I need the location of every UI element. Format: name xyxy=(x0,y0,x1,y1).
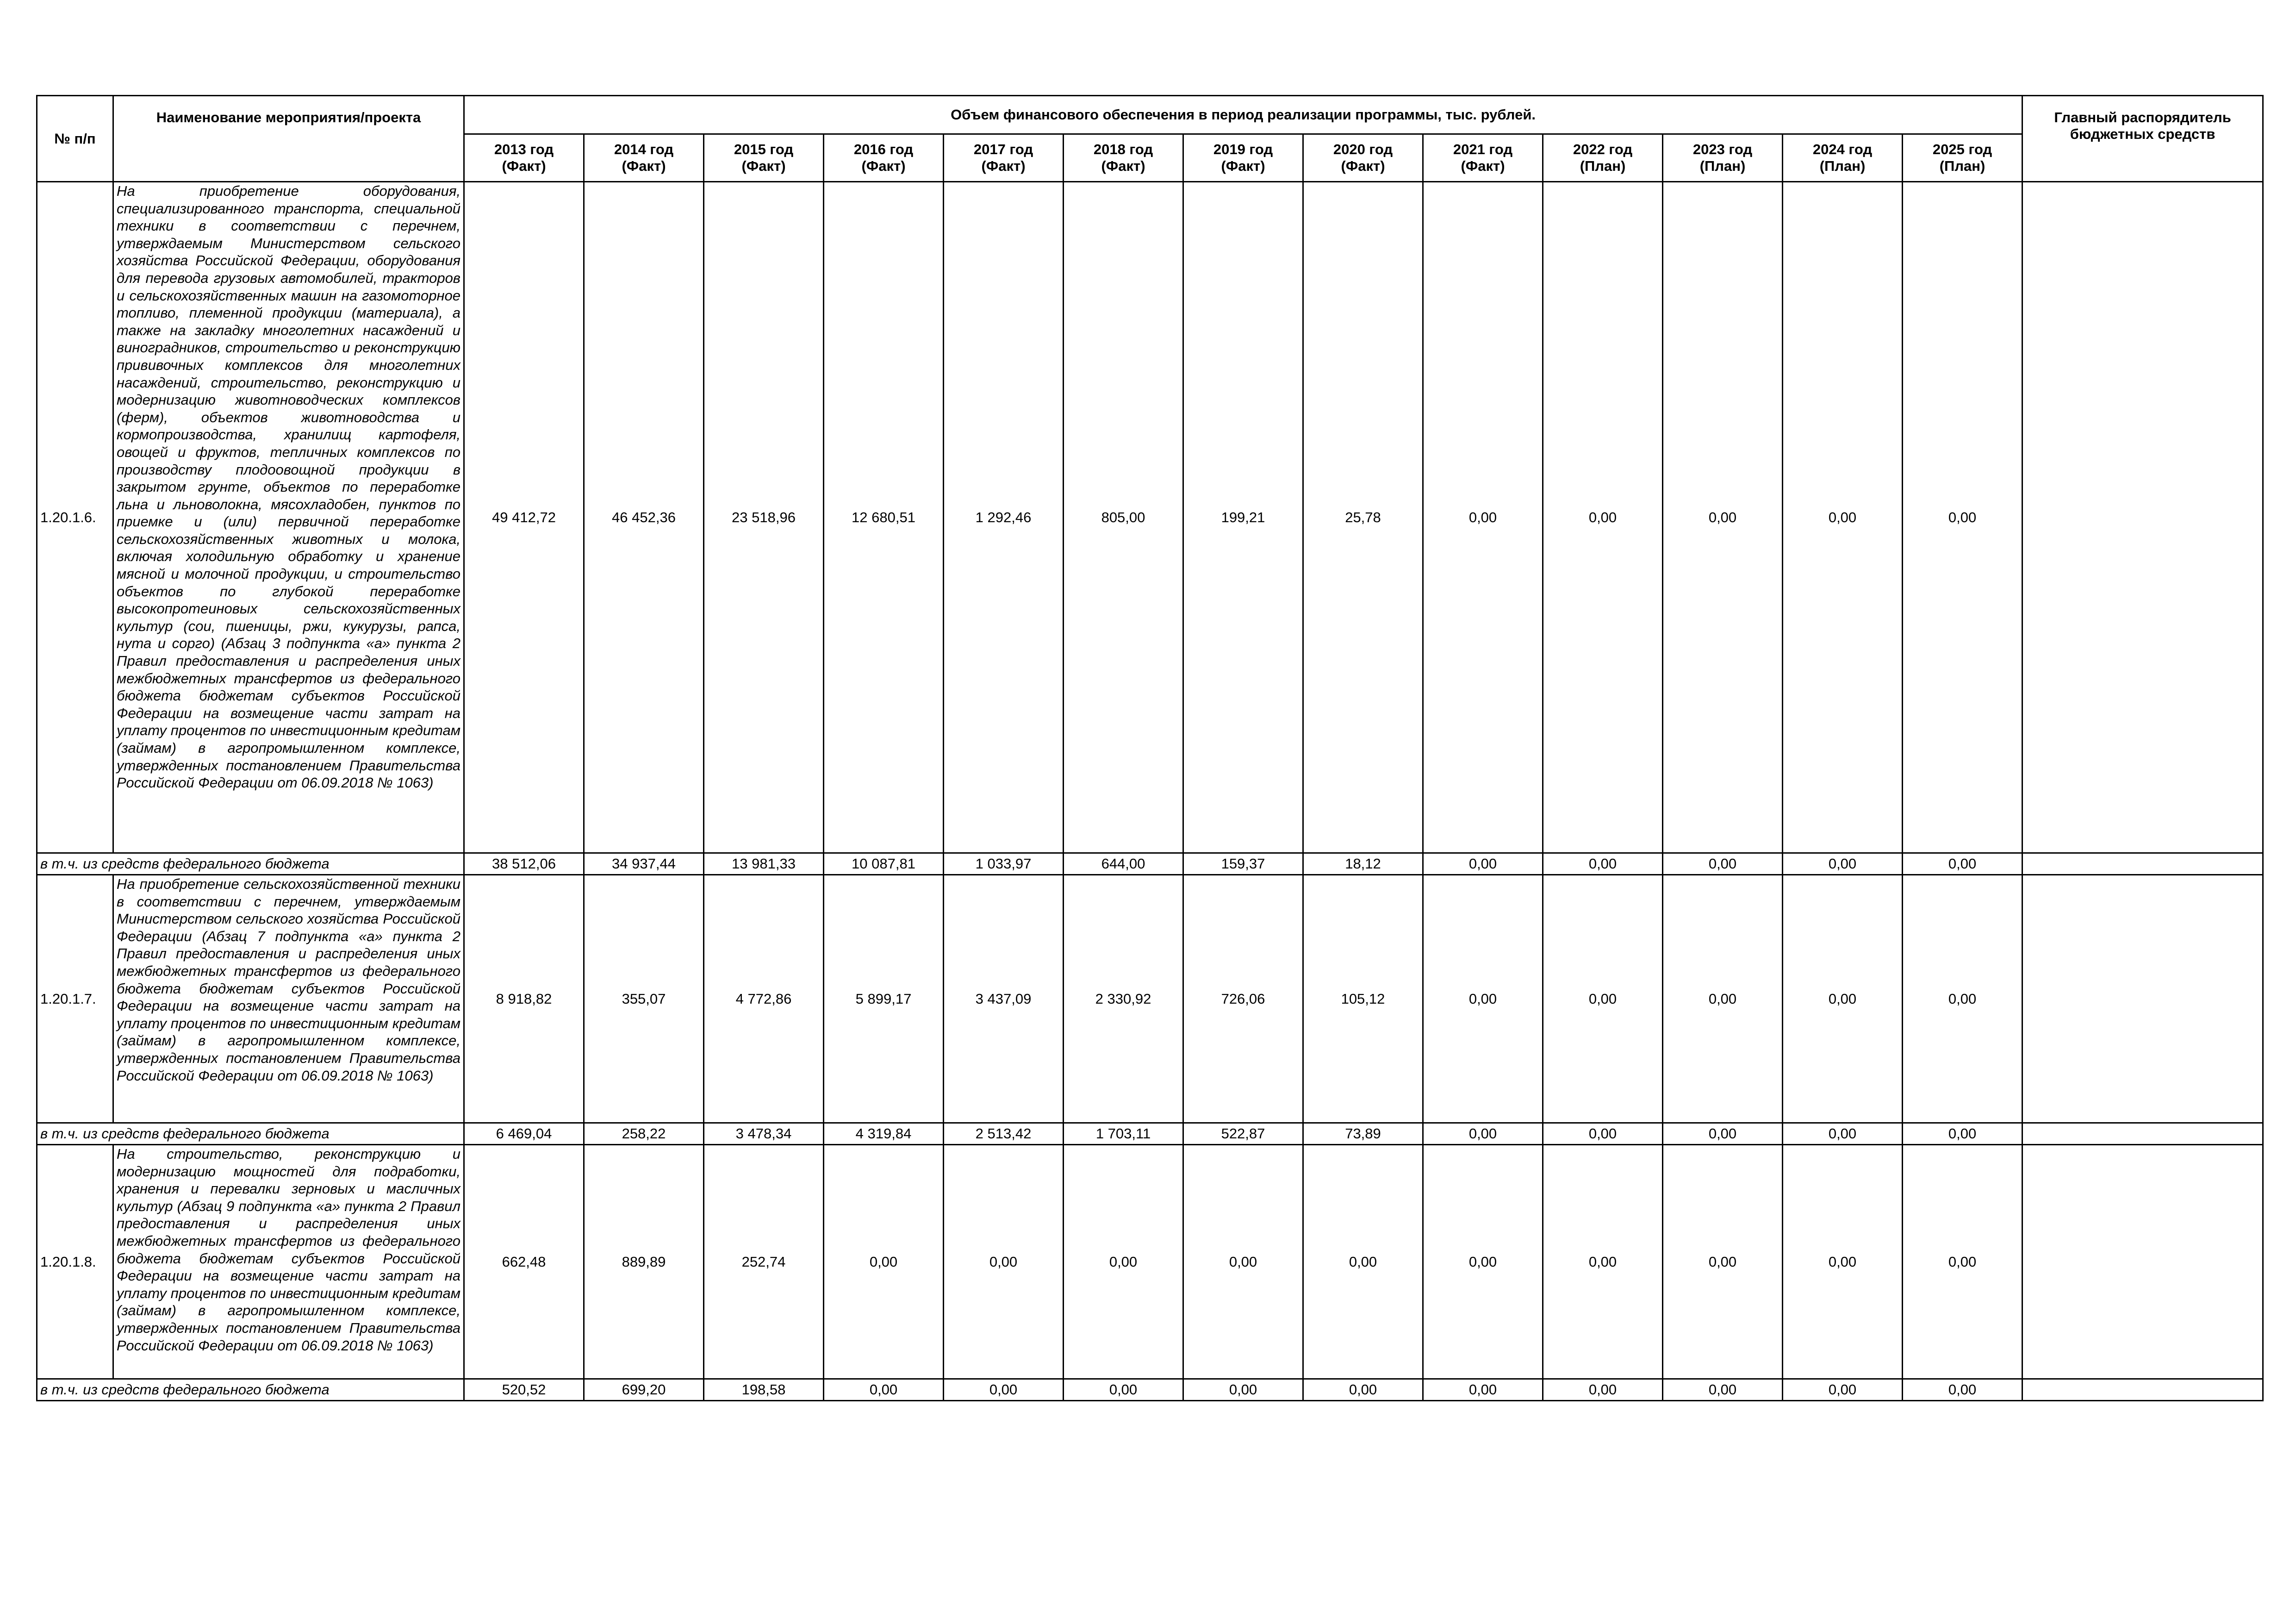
header-year-label: 2014 год xyxy=(614,141,674,157)
row-manager xyxy=(2022,1145,2263,1379)
row-value: 199,21 xyxy=(1183,182,1303,853)
header-year xyxy=(584,134,704,182)
header-year xyxy=(1183,134,1303,182)
header-year-label: 2015 год xyxy=(734,141,794,157)
subrow-manager xyxy=(2022,1123,2263,1145)
header-year xyxy=(704,134,824,182)
subrow-value: 0,00 xyxy=(1903,1379,2022,1401)
row-value: 0,00 xyxy=(1423,1145,1543,1379)
row-value: 0,00 xyxy=(1663,1145,1783,1379)
header-volume: Объем финансового обеспечения в период реализации программы, тыс. рублей. xyxy=(464,96,2022,134)
subrow-value: 0,00 xyxy=(1903,853,2022,875)
subrow-value: 522,87 xyxy=(1183,1123,1303,1145)
row-value: 726,06 xyxy=(1183,875,1303,1123)
header-year-type: (План) xyxy=(1699,158,1746,174)
row-value: 0,00 xyxy=(824,1145,944,1379)
row-value: 23 518,96 xyxy=(704,182,824,853)
row-value: 0,00 xyxy=(1783,1145,1903,1379)
subrow-value: 0,00 xyxy=(1783,853,1903,875)
financing-table xyxy=(36,95,2264,1401)
header-year xyxy=(1663,134,1783,182)
row-value: 12 680,51 xyxy=(824,182,944,853)
subrow-value: 0,00 xyxy=(1423,1123,1543,1145)
header-year-type: (Факт) xyxy=(1461,158,1505,174)
subrow-value: 0,00 xyxy=(1543,853,1663,875)
header-year-type: (Факт) xyxy=(1221,158,1265,174)
header-year xyxy=(944,134,1064,182)
header-year-type: (Факт) xyxy=(861,158,906,174)
header-year-type: (Факт) xyxy=(622,158,666,174)
row-value: 2 330,92 xyxy=(1064,875,1183,1123)
subrow-value: 1 033,97 xyxy=(944,853,1064,875)
subrow-value: 6 469,04 xyxy=(464,1123,584,1145)
row-description xyxy=(113,1145,464,1379)
row-value: 3 437,09 xyxy=(944,875,1064,1123)
row-value: 5 899,17 xyxy=(824,875,944,1123)
subrow-value: 0,00 xyxy=(1543,1379,1663,1401)
row-value: 0,00 xyxy=(1064,1145,1183,1379)
row-description xyxy=(113,875,464,1123)
header-year xyxy=(1903,134,2022,182)
table-row xyxy=(37,182,2263,853)
row-value: 0,00 xyxy=(1663,182,1783,853)
subrow-value: 159,37 xyxy=(1183,853,1303,875)
header-year-type: (План) xyxy=(1819,158,1866,174)
subrow-value: 520,52 xyxy=(464,1379,584,1401)
row-value: 0,00 xyxy=(1423,875,1543,1123)
table-row xyxy=(37,875,2263,1123)
row-value: 0,00 xyxy=(1783,875,1903,1123)
subrow-label: в т.ч. из средств федерального бюджета xyxy=(37,1379,464,1401)
row-value: 662,48 xyxy=(464,1145,584,1379)
row-value: 4 772,86 xyxy=(704,875,824,1123)
row-manager xyxy=(2022,182,2263,853)
row-value: 0,00 xyxy=(1423,182,1543,853)
subrow-value: 73,89 xyxy=(1303,1123,1423,1145)
row-value: 25,78 xyxy=(1303,182,1423,853)
row-manager xyxy=(2022,875,2263,1123)
header-year xyxy=(824,134,944,182)
row-value: 0,00 xyxy=(1183,1145,1303,1379)
row-description-text: На приобретение сельскохозяйственной техники в соответствии с перечнем, утверждаемым Министерством сельского хозяйства Российской Федерации (Абзац 7 подпункта «а» пункта 2 Правил предоставления и распределения иных межбюджетных трансфертов из федерального бюджета бюджетам субъектов Российской Федерации на возмещение части затрат на уплату процентов по инвестиционным кредитам (займам) в агропромышленном комплексе, утвержденных постановлением Правительства Российской Федерации от 06.09.2018 № 1063) xyxy=(117,876,460,1084)
subrow-value: 699,20 xyxy=(584,1379,704,1401)
row-value: 0,00 xyxy=(1903,1145,2022,1379)
row-value: 0,00 xyxy=(1783,182,1903,853)
subrow-value: 258,22 xyxy=(584,1123,704,1145)
subrow-value: 4 319,84 xyxy=(824,1123,944,1145)
row-code: 1.20.1.6. xyxy=(37,182,113,853)
row-code: 1.20.1.7. xyxy=(37,875,113,1123)
header-year-type: (Факт) xyxy=(741,158,786,174)
row-value: 0,00 xyxy=(1663,875,1783,1123)
subrow-value: 0,00 xyxy=(1663,1379,1783,1401)
subrow-value: 198,58 xyxy=(704,1379,824,1401)
row-value: 0,00 xyxy=(1543,182,1663,853)
subrow-value: 0,00 xyxy=(1783,1123,1903,1145)
subrow-manager xyxy=(2022,1379,2263,1401)
subrow-value: 0,00 xyxy=(824,1379,944,1401)
header-year xyxy=(464,134,584,182)
header-row-top xyxy=(37,96,2263,134)
subrow-value: 13 981,33 xyxy=(704,853,824,875)
subrow-value: 0,00 xyxy=(1663,1123,1783,1145)
header-year-type: (План) xyxy=(1580,158,1626,174)
header-manager: Главный распорядитель бюджетных средств xyxy=(2022,96,2263,182)
header-num: № п/п xyxy=(37,96,113,182)
header-year xyxy=(1543,134,1663,182)
subrow-label: в т.ч. из средств федерального бюджета xyxy=(37,1123,464,1145)
header-year-type: (План) xyxy=(1939,158,1985,174)
header-year-label: 2016 год xyxy=(853,141,914,157)
header-year-label: 2024 год xyxy=(1812,141,1873,157)
header-year-type: (Факт) xyxy=(1101,158,1145,174)
header-name: Наименование мероприятия/проекта xyxy=(113,96,464,182)
row-value: 0,00 xyxy=(1903,182,2022,853)
header-year xyxy=(1064,134,1183,182)
subrow-value: 34 937,44 xyxy=(584,853,704,875)
subrow-value: 2 513,42 xyxy=(944,1123,1064,1145)
row-value: 1 292,46 xyxy=(944,182,1064,853)
table-subrow xyxy=(37,1379,2263,1401)
subrow-value: 0,00 xyxy=(1663,853,1783,875)
header-year-label: 2025 год xyxy=(1932,141,1992,157)
subrow-value: 1 703,11 xyxy=(1064,1123,1183,1145)
row-value: 889,89 xyxy=(584,1145,704,1379)
subrow-value: 38 512,06 xyxy=(464,853,584,875)
header-year-label: 2018 год xyxy=(1093,141,1153,157)
subrow-value: 10 087,81 xyxy=(824,853,944,875)
row-value: 0,00 xyxy=(944,1145,1064,1379)
subrow-value: 0,00 xyxy=(1303,1379,1423,1401)
row-value: 46 452,36 xyxy=(584,182,704,853)
row-value: 252,74 xyxy=(704,1145,824,1379)
row-code: 1.20.1.8. xyxy=(37,1145,113,1379)
header-year-label: 2022 год xyxy=(1573,141,1633,157)
row-value: 0,00 xyxy=(1903,875,2022,1123)
table-subrow xyxy=(37,1123,2263,1145)
header-year xyxy=(1303,134,1423,182)
header-year-label: 2021 год xyxy=(1453,141,1513,157)
subrow-value: 3 478,34 xyxy=(704,1123,824,1145)
header-year-type: (Факт) xyxy=(1341,158,1385,174)
header-year xyxy=(1783,134,1903,182)
row-value: 0,00 xyxy=(1543,875,1663,1123)
subrow-value: 0,00 xyxy=(1423,853,1543,875)
table-body xyxy=(37,182,2263,1401)
header-year-label: 2013 год xyxy=(494,141,554,157)
header-year xyxy=(1423,134,1543,182)
subrow-value: 0,00 xyxy=(1064,1379,1183,1401)
row-value: 0,00 xyxy=(1543,1145,1663,1379)
header-year-label: 2020 год xyxy=(1333,141,1393,157)
row-description-text: На строительство, реконструкцию и модернизацию мощностей для подработки, хранения и перевалки зерновых и масличных культур (Абзац 9 подпункта «а» пункта 2 Правил предоставления и распределения иных межбюджетных трансфертов из федерального бюджета бюджетам субъектов Российской Федерации на возмещение части затрат на уплату процентов по инвестиционным кредитам (займам) в агропромышленном комплексе, утвержденных постановлением Правительства Российской Федерации от 06.09.2018 № 1063) xyxy=(117,1146,460,1354)
row-value: 105,12 xyxy=(1303,875,1423,1123)
header-year-type: (Факт) xyxy=(981,158,1026,174)
subrow-value: 0,00 xyxy=(1783,1379,1903,1401)
row-description-text: На приобретение оборудования, специализированного транспорта, специальной техники в соответствии с перечнем, утверждаемым Министерством сельского хозяйства Российской Федерации, оборудования для перевода грузовых автомобилей, тракторов и сельскохозяйственных машин на газомоторное топливо, племенной продукции (материала), а также на закладку многолетних насаждений и виноградников, строительство и реконструкцию прививочных комплексов для многолетних насаждений, строительство, реконструкцию и модернизацию животноводческих комплексов (ферм), объектов животноводства и кормопроизводства, хранилищ картофеля, овощей и фруктов, тепличных комплексов по производству плодоовощной продукции в закрытом грунте, объектов по переработке льна и льноволокна, мясохладобен, пунктов по приемке и (или) первичной переработке сельскохозяйственных животных и молока, включая холодильную обработку и хранение мясной и молочной продукции, и строительство объектов по глубокой переработке высокопротеиновых сельскохозяйственных культур (сои, пшеницы, ржи, кукурузы, рапса, нута и сорго) (Абзац 3 подпункта «а» пункта 2 Правил предоставления и распределения иных межбюджетных трансфертов из федерального бюджета бюджетам субъектов Российской Федерации на возмещение части затрат на уплату процентов по инвестиционным кредитам (займам) в агропромышленном комплексе, утвержденных постановлением Правительства Российской Федерации от 06.09.2018 № 1063) xyxy=(117,183,460,791)
subrow-value: 0,00 xyxy=(1183,1379,1303,1401)
header-year-label: 2019 год xyxy=(1213,141,1273,157)
subrow-value: 0,00 xyxy=(1423,1379,1543,1401)
subrow-value: 18,12 xyxy=(1303,853,1423,875)
row-description xyxy=(113,182,464,853)
row-value: 0,00 xyxy=(1303,1145,1423,1379)
subrow-label: в т.ч. из средств федерального бюджета xyxy=(37,853,464,875)
row-value: 805,00 xyxy=(1064,182,1183,853)
subrow-value: 0,00 xyxy=(1903,1123,2022,1145)
header-year-label: 2023 год xyxy=(1692,141,1753,157)
header-year-label: 2017 год xyxy=(973,141,1033,157)
subrow-value: 0,00 xyxy=(1543,1123,1663,1145)
row-value: 8 918,82 xyxy=(464,875,584,1123)
table-row xyxy=(37,1145,2263,1379)
table-subrow xyxy=(37,853,2263,875)
subrow-value: 0,00 xyxy=(944,1379,1064,1401)
subrow-manager xyxy=(2022,853,2263,875)
row-value: 355,07 xyxy=(584,875,704,1123)
row-value: 49 412,72 xyxy=(464,182,584,853)
subrow-value: 644,00 xyxy=(1064,853,1183,875)
header-year-type: (Факт) xyxy=(502,158,546,174)
